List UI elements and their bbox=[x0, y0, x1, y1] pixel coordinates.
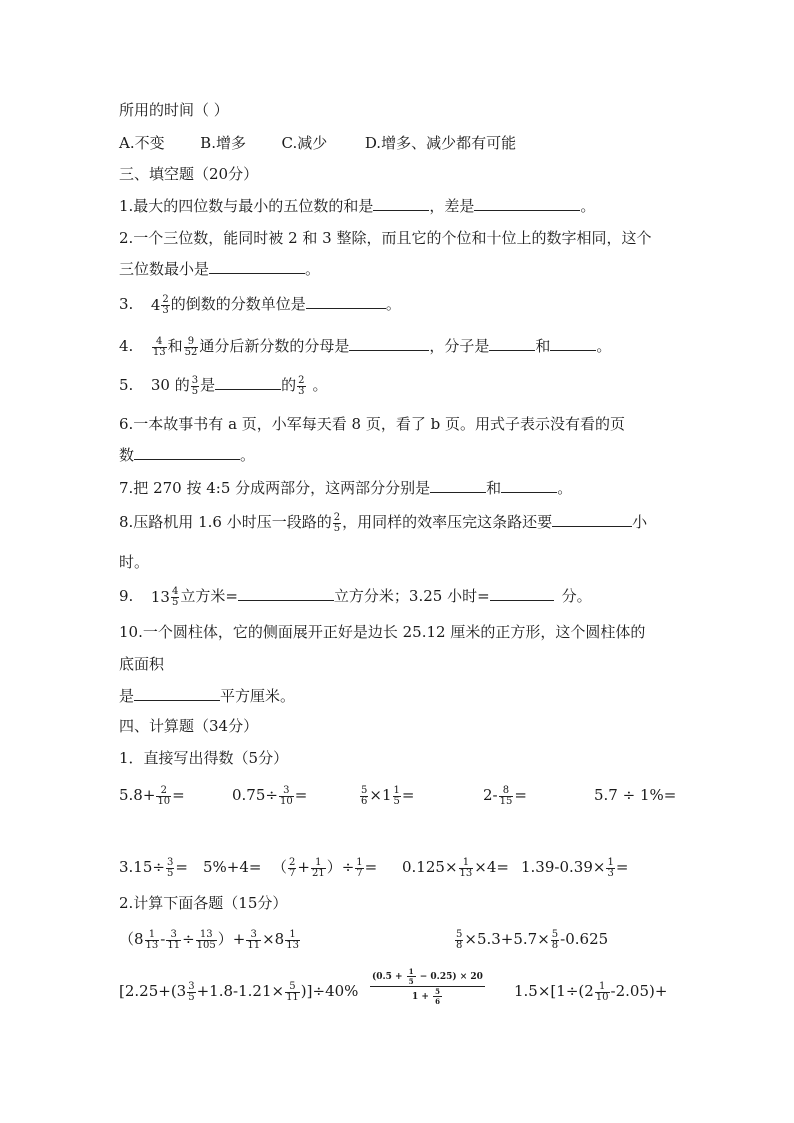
question-10-line1: 10.一个圆柱体，它的侧面展开正好是边长 25.12 厘米的正方形，这个圆柱体的 bbox=[119, 623, 646, 641]
fraction: $\frac{1}{10}$ bbox=[595, 980, 609, 1003]
q9-text-c: 分。 bbox=[561, 587, 592, 605]
question-9 bbox=[119, 586, 592, 608]
fraction: $\frac{9}{52}$ bbox=[184, 335, 198, 358]
intro-line: 所用的时间（ ） bbox=[119, 101, 229, 119]
question-2-line2 bbox=[119, 259, 320, 279]
option-a: A.不变 bbox=[119, 134, 165, 152]
q1-text: 1.最大的四位数与最小的五位数的和是 bbox=[119, 197, 374, 215]
option-b: B.增多 bbox=[200, 134, 246, 152]
question-8-line1 bbox=[119, 512, 647, 534]
calc-item: 3.15÷ $\frac{3}{5}$ = bbox=[119, 856, 188, 879]
fraction: $\frac{3}{5}$ bbox=[191, 374, 199, 397]
q1-text-b: ，差是 bbox=[429, 197, 475, 215]
q4-and2: 和 bbox=[535, 337, 551, 355]
q3-text: 的倒数的分数单位是 bbox=[170, 295, 306, 313]
fraction: $\frac{2}{10}$ bbox=[157, 784, 171, 807]
q4-text: 通分后新分数的分母是 bbox=[199, 337, 350, 355]
calc2-expr-2: $\frac{5}{8}$ ×5.3+5.7× $\frac{5}{8}$ -0.625 bbox=[456, 928, 609, 951]
answer-blank[interactable] bbox=[489, 336, 535, 351]
calc-item: 0.125× $\frac{1}{13}$ ×4= bbox=[402, 856, 509, 879]
question-3 bbox=[119, 294, 401, 316]
fraction: $\frac{4}{5}$ bbox=[171, 585, 179, 608]
q9-whole: 13 bbox=[150, 588, 170, 606]
question-4 bbox=[119, 336, 611, 358]
question-6-line1: 6.一本故事书有 a 页，小军每天看 8 页，看了 b 页。用式子表示没有看的页 bbox=[119, 415, 626, 433]
fraction: $\frac{5}{8}$ bbox=[456, 928, 463, 951]
fraction: $\frac{2}{5}$ bbox=[333, 511, 341, 534]
answer-blank[interactable] bbox=[430, 478, 486, 493]
q3-end: 。 bbox=[385, 295, 401, 313]
calc-item: （ $\frac{2}{7}$ + $\frac{1}{21}$ ）÷ $\frac{1}{7}$ = bbox=[272, 856, 378, 879]
fraction: $\frac{3}{11}$ bbox=[167, 928, 181, 951]
fraction: $\frac{3}{5}$ bbox=[188, 980, 195, 1003]
q9-text-a: 立方米= bbox=[180, 587, 238, 605]
calc2-title: 2.计算下面各题（15分） bbox=[119, 894, 288, 912]
calc-item: 2- $\frac{8}{15}$ = bbox=[483, 784, 527, 807]
fraction: $\frac{1}{13}$ bbox=[459, 856, 473, 879]
q7-end: 。 bbox=[557, 479, 573, 497]
fraction: $\frac{5}{6}$ bbox=[361, 784, 368, 807]
q10-text-a: 是 bbox=[119, 687, 135, 705]
answer-blank[interactable] bbox=[209, 259, 305, 274]
question-6-line2 bbox=[119, 445, 255, 465]
q5-num: 5. bbox=[119, 376, 134, 394]
calc-item: 5%+4= bbox=[203, 858, 262, 876]
q5-text-a: 30 的 bbox=[150, 376, 190, 394]
q4-end: 。 bbox=[596, 337, 612, 355]
q7-and: 和 bbox=[486, 479, 502, 497]
answer-blank[interactable] bbox=[373, 196, 429, 211]
answer-blank[interactable] bbox=[501, 478, 557, 493]
calc1-title: 1．直接写出得数（5分） bbox=[119, 749, 289, 767]
q1-end: 。 bbox=[580, 197, 596, 215]
fraction: $\frac{13}{105}$ bbox=[196, 928, 216, 951]
q8-text-c: 小 bbox=[632, 513, 648, 531]
option-d: D.增多、减少都有可能 bbox=[364, 134, 517, 152]
option-c: C.减少 bbox=[281, 134, 328, 152]
answer-blank[interactable] bbox=[134, 686, 220, 701]
fraction: $\frac{5}{11}$ bbox=[286, 980, 299, 1003]
q4-and: 和 bbox=[167, 337, 183, 355]
q2-text: 三位数最小是 bbox=[119, 260, 210, 278]
question-7 bbox=[119, 478, 572, 498]
q6-end: 。 bbox=[240, 446, 256, 464]
q5-end: 。 bbox=[312, 376, 328, 394]
question-1 bbox=[119, 196, 595, 216]
q8-text-a: 8.压路机用 1.6 小时压一段路的 bbox=[119, 513, 332, 531]
fraction: $\frac{1}{13}$ bbox=[145, 928, 159, 951]
answer-blank[interactable] bbox=[490, 586, 554, 601]
q3-whole: 4 bbox=[150, 296, 161, 314]
answer-blank[interactable] bbox=[306, 294, 386, 309]
fraction: $\frac{1}{7}$ bbox=[356, 856, 363, 879]
answer-blank[interactable] bbox=[474, 196, 580, 211]
question-2-line1: 2.一个三位数，能同时被 2 和 3 整除，而且它的个位和十位上的数字相同，这个 bbox=[119, 229, 652, 247]
calc-item: 0.75÷ $\frac{3}{10}$ = bbox=[232, 784, 308, 807]
q2-end: 。 bbox=[305, 260, 321, 278]
fraction: $\frac{1}{5}$ bbox=[408, 967, 414, 986]
fraction: $\frac{5}{6}$ bbox=[435, 987, 440, 1006]
q5-text-c: 的 bbox=[281, 376, 297, 394]
question-10-line3 bbox=[119, 686, 295, 706]
calc-item: 1.39-0.39× $\frac{1}{3}$ = bbox=[521, 856, 629, 879]
answer-blank[interactable] bbox=[238, 586, 334, 601]
answer-blank[interactable] bbox=[349, 336, 429, 351]
section3-title: 三、填空题（20分） bbox=[119, 165, 259, 183]
fraction: $\frac{2}{7}$ bbox=[289, 856, 296, 879]
fraction: $\frac{1}{5}$ bbox=[393, 784, 400, 807]
complex-fraction: (0.5 + $\frac{1}{5}$ − 0.25) × 20 1 + $\frac{5}{6}$ bbox=[372, 967, 483, 1006]
options-row bbox=[119, 133, 516, 153]
calc-item: $\frac{5}{6}$ ×1 $\frac{1}{5}$ = bbox=[361, 784, 415, 807]
answer-blank[interactable] bbox=[134, 445, 240, 460]
q7-text: 7.把 270 按 4:5 分成两部分，这两部分分别是 bbox=[119, 479, 431, 497]
q4-num: 4. bbox=[119, 337, 134, 355]
question-10-line2: 底面积 bbox=[119, 655, 165, 673]
q5-text-b: 是 bbox=[200, 376, 216, 394]
calc2-expr-3: [2.25+(3 $\frac{3}{5}$ +1.8-1.21× $\frac{5}{11}$ )]÷40% bbox=[119, 980, 359, 1003]
q9-text-b: 立方分米；3.25 小时= bbox=[333, 587, 490, 605]
fraction: $\frac{2}{3}$ bbox=[162, 293, 169, 316]
fraction: $\frac{8}{15}$ bbox=[499, 784, 513, 807]
fraction: $\frac{5}{8}$ bbox=[551, 928, 559, 951]
answer-blank[interactable] bbox=[550, 336, 596, 351]
fraction: $\frac{2}{3}$ bbox=[298, 374, 305, 397]
fraction: $\frac{3}{10}$ bbox=[279, 784, 293, 807]
q3-num: 3. bbox=[119, 295, 134, 313]
fraction: $\frac{4}{13}$ bbox=[152, 335, 166, 358]
calc2-expr-4 bbox=[370, 968, 485, 1005]
fraction: $\frac{3}{5}$ bbox=[166, 856, 174, 879]
fraction: $\frac{1}{13}$ bbox=[286, 928, 299, 951]
q9-num: 9. bbox=[119, 587, 134, 605]
q4-mid: ，分子是 bbox=[429, 337, 490, 355]
calc-item: 5.8+ $\frac{2}{10}$ = bbox=[119, 784, 185, 807]
q10-text-b: 平方厘米。 bbox=[220, 687, 296, 705]
fraction: $\frac{1}{3}$ bbox=[607, 856, 614, 879]
calc-item: 5.7 ÷ 1%= bbox=[594, 786, 677, 804]
fraction: $\frac{1}{21}$ bbox=[311, 856, 325, 879]
q6-text: 数 bbox=[119, 446, 135, 464]
fraction: $\frac{3}{11}$ bbox=[247, 928, 261, 951]
answer-blank[interactable] bbox=[215, 375, 281, 390]
question-5 bbox=[119, 375, 328, 397]
answer-blank[interactable] bbox=[552, 512, 632, 527]
question-8-line2: 时。 bbox=[119, 553, 150, 571]
calc2-expr-5: 1.5×[1÷(2 $\frac{1}{10}$ -2.05)+ bbox=[514, 980, 668, 1003]
section4-title: 四、计算题（34分） bbox=[119, 717, 259, 735]
calc2-expr-1: （8 $\frac{1}{13}$ - $\frac{3}{11}$ ÷ $\frac{13}{105}$ ）+ $\frac{3}{11}$ ×8 $\frac{1}{13}$ bbox=[119, 928, 299, 951]
q8-text-b: ，用同样的效率压完这条路还要 bbox=[342, 513, 553, 531]
